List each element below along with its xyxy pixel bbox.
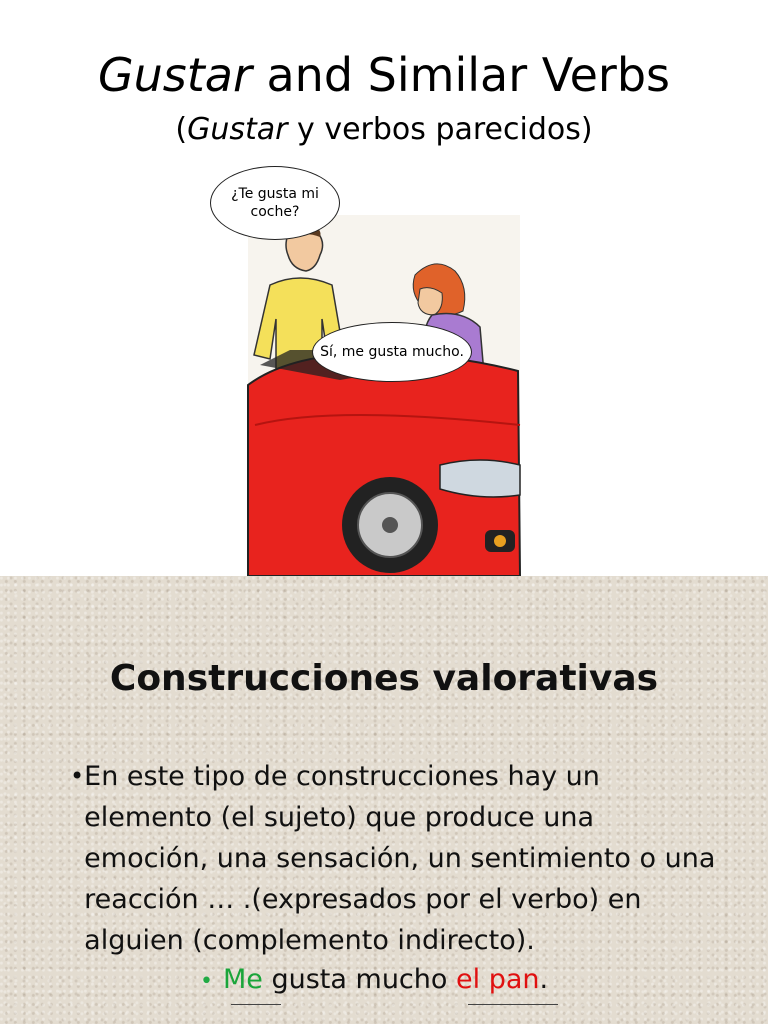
slide-title xyxy=(0,50,768,101)
example-subject: el pan xyxy=(456,964,540,995)
bullet-dot-icon: • xyxy=(70,762,85,790)
speech-bubble-man: ¿Te gusta mi coche? xyxy=(210,166,340,240)
example-period: . xyxy=(539,964,549,995)
example-verb: gusta mucho xyxy=(262,964,456,995)
subtitle-rest: y verbos parecidos) xyxy=(287,112,593,147)
bullet-item xyxy=(70,756,720,961)
title-italic: Gustar xyxy=(97,48,252,102)
subject-underline xyxy=(468,1004,558,1005)
green-bullet-icon: • xyxy=(200,969,213,994)
subtitle-italic: Gustar xyxy=(187,112,288,147)
red-car xyxy=(248,350,520,576)
slide-2 xyxy=(0,576,768,1024)
bullet-text: En este tipo de construcciones hay un elemento (el sujeto) que produce una emoción, una sensación, un sentimiento o una reacción … .(expresados por el verbo) en alguien (complemento indirecto). xyxy=(84,761,716,956)
slide-2-title: Construcciones valorativas xyxy=(109,658,659,699)
example-pronoun: Me xyxy=(222,964,263,995)
speech-bubble-woman: Sí, me gusta mucho. xyxy=(312,322,472,382)
title-rest: and Similar Verbs xyxy=(251,48,671,102)
pronoun-underline xyxy=(231,1004,281,1005)
example-sentence xyxy=(200,964,548,996)
slide-subtitle xyxy=(0,112,768,148)
subtitle-open: ( xyxy=(175,112,188,147)
